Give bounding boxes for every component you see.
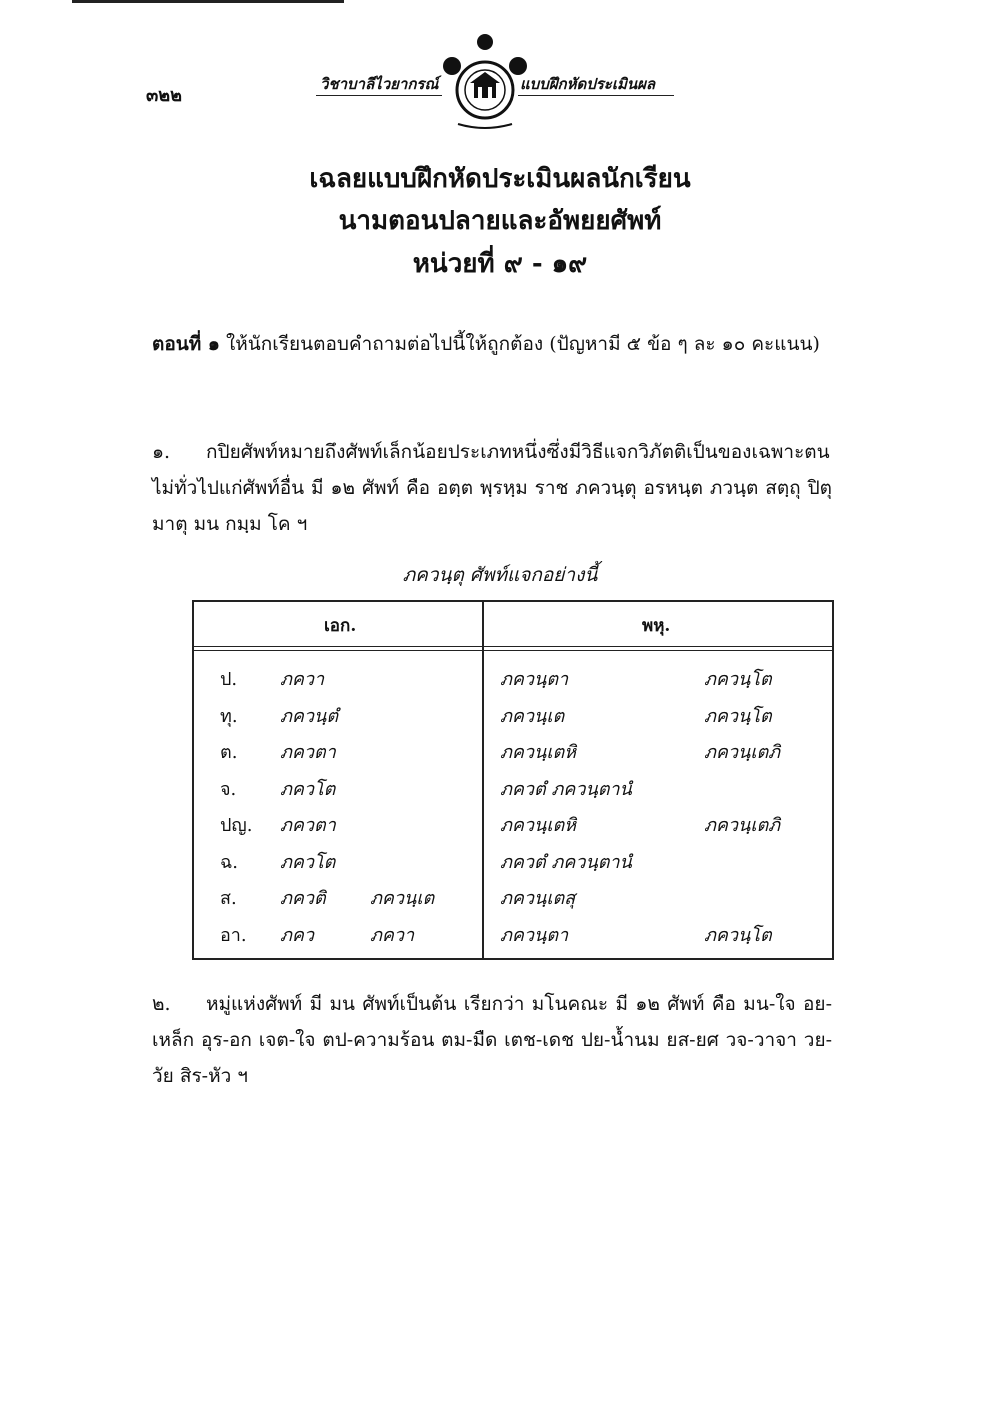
header-underline-right: [518, 95, 674, 96]
row-case-label: ฉ.: [220, 851, 238, 873]
row-singular-alt-form: ภควนฺเต: [370, 888, 435, 909]
row-plural-form: ภควนฺตา: [500, 924, 569, 946]
header-underline-left: [316, 95, 442, 96]
row-case-label: ป.: [220, 669, 238, 690]
row-singular-form: ภควา: [280, 669, 325, 690]
row-singular-alt-form: ภควา: [370, 924, 415, 946]
table-header-divider: [194, 646, 832, 651]
row-singular-form: ภควตา: [280, 815, 336, 836]
row-plural-form: ภควนฺเต: [500, 705, 565, 727]
column-header-singular: เอก.: [324, 616, 357, 636]
row-plural-form: ภควนฺเตสุ: [500, 888, 576, 909]
header-exercise-title: แบบฝึกหัดประเมินผล: [520, 75, 656, 93]
column-header-plural: พหุ.: [642, 616, 671, 636]
row-case-label: ต.: [220, 742, 238, 763]
section-instruction: [152, 326, 832, 362]
item-2-text: หมู่แห่งศัพท์ มี มน ศัพท์เป็นต้น เรียกว่า มโนคณะ มี ๑๒ ศัพท์ คือ มน-ใจ อย-เหล็ก อุร-อก เจต-ใจ ตป-ความร้อน ตม-มืด เตช-เดช ปย-น้ำนม ยส-ยศ วจ-วาจา วย-วัย สิร-หัว ฯ: [152, 993, 832, 1087]
row-singular-form: ภควติ: [280, 888, 326, 909]
row-singular-form: ภควตา: [280, 742, 336, 763]
section-text: ให้นักเรียนตอบคำถามต่อไปนี้ให้ถูกต้อง (ปัญหามี ๕ ข้อ ๆ ละ ๑๐ คะแนน): [226, 333, 820, 355]
row-singular-form: ภควโต: [280, 778, 336, 800]
declension-table: [192, 600, 834, 960]
row-plural-form: ภควนฺตา: [500, 669, 569, 690]
item-2: [152, 986, 832, 1094]
table-column-divider: [482, 602, 484, 958]
school-seal-icon: [440, 32, 530, 132]
row-plural-alt-form: ภควนฺเตภิ: [704, 742, 781, 763]
row-plural-alt-form: ภควนฺโต: [704, 705, 772, 727]
row-plural-form: ภควนฺเตหิ: [500, 815, 577, 836]
top-border-line: [72, 0, 344, 3]
row-case-label: ส.: [220, 888, 237, 909]
row-case-label: จ.: [220, 778, 237, 800]
title-line-2: นามตอนปลายและอัพยยศัพท์: [338, 206, 662, 236]
row-singular-form: ภควนฺตํ: [280, 705, 339, 727]
page-number: ๓๒๒: [146, 85, 183, 106]
row-plural-form: ภควนฺเตหิ: [500, 742, 577, 763]
title-line-1: เฉลยแบบฝึกหัดประเมินผลนักเรียน: [309, 164, 691, 194]
table-caption: ภควนฺตุ ศัพท์แจกอย่างนี้: [402, 564, 598, 586]
item-1: [152, 434, 832, 542]
row-singular-form: ภควโต: [280, 851, 336, 873]
section-label: ตอนที่ ๑: [152, 333, 220, 355]
item-2-number: ๒.: [152, 993, 171, 1015]
row-singular-form: ภคว: [280, 924, 315, 946]
row-case-label: ปญ.: [220, 815, 253, 836]
row-plural-form: ภควตํ ภควนฺตานํ: [500, 851, 632, 873]
row-plural-alt-form: ภควนฺโต: [704, 669, 772, 690]
header-subject-title: วิชาบาลีไวยากรณ์: [320, 75, 439, 93]
row-plural-form: ภควตํ ภควนฺตานํ: [500, 778, 632, 800]
item-1-number: ๑.: [152, 441, 171, 463]
item-1-text: กปิยศัพท์หมายถึงศัพท์เล็กน้อยประเภทหนึ่งซึ่งมีวิธีแจกวิภัตติเป็นของเฉพาะตนไม่ทั่วไปแก่ศัพท์อื่น มี ๑๒ ศัพท์ คือ อตฺต พฺรหฺม ราช ภควนฺตุ อรหนฺต ภวนฺต สตฺถุ ปิตุ มาตุ มน กมฺม โค ฯ: [152, 441, 832, 535]
title-line-3: หน่วยที่ ๙ - ๑๙: [412, 249, 588, 279]
row-plural-alt-form: ภควนฺเตภิ: [704, 815, 781, 836]
row-plural-alt-form: ภควนฺโต: [704, 924, 772, 946]
row-case-label: ทุ.: [220, 705, 238, 727]
row-case-label: อา.: [220, 924, 247, 946]
